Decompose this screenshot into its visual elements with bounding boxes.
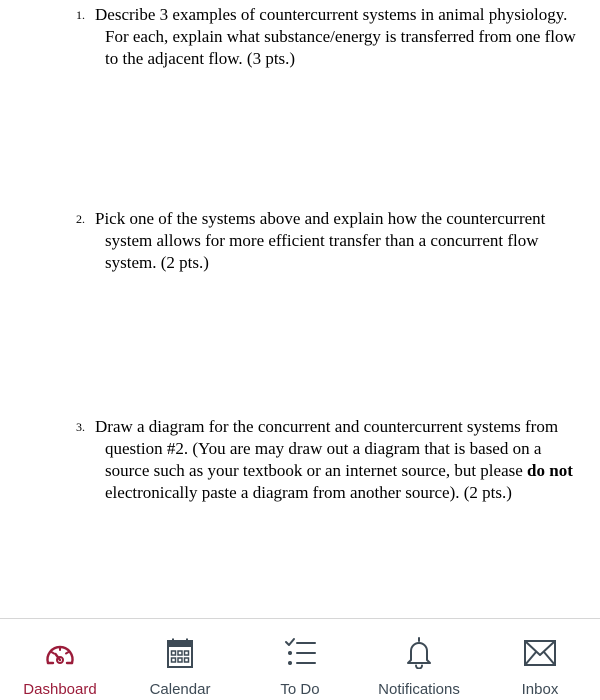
todo-list-icon xyxy=(282,637,318,669)
question-2-text: Pick one of the systems above and explain how the countercurrent system allows for more efficient transfer than a concurrent flow system. (2 pts.) xyxy=(95,209,546,272)
tab-inbox-label: Inbox xyxy=(521,681,559,698)
tab-calendar-label: Calendar xyxy=(149,681,211,698)
calendar-icon xyxy=(162,637,198,669)
question-2 xyxy=(76,208,576,274)
envelope-icon xyxy=(522,637,558,669)
question-3 xyxy=(76,416,576,504)
question-2-number: 2. xyxy=(76,212,85,226)
tab-notifications-label: Notifications xyxy=(378,681,460,698)
tab-calendar[interactable] xyxy=(120,619,240,700)
question-1-text: Describe 3 examples of countercurrent systems in animal physiology. For each, explain what substance/energy is transferred from one flow to the adjacent flow. (3 pts.) xyxy=(95,5,576,68)
tab-todo-label: To Do xyxy=(280,681,320,698)
question-1-number: 1. xyxy=(76,8,85,22)
tab-notifications[interactable] xyxy=(358,619,480,700)
tab-inbox[interactable] xyxy=(480,619,600,700)
dashboard-gauge-icon xyxy=(42,637,78,669)
question-3-number: 3. xyxy=(76,420,85,434)
bottom-tab-bar xyxy=(0,618,600,700)
question-3-text xyxy=(86,416,576,504)
question-1 xyxy=(76,4,576,70)
bell-icon xyxy=(401,637,437,669)
question-3-bold-text: do not xyxy=(527,461,573,480)
tab-todo[interactable] xyxy=(240,619,360,700)
question-3-text-part2: electronically paste a diagram from another source). (2 pts.) xyxy=(105,483,512,502)
tab-dashboard-label: Dashboard xyxy=(23,681,97,698)
tab-dashboard[interactable] xyxy=(0,619,120,700)
question-3-text-part1: Draw a diagram for the concurrent and countercurrent systems from question #2. (You are may draw out a diagram that is based on a source such as your textbook or an internet source, but please xyxy=(95,417,559,480)
